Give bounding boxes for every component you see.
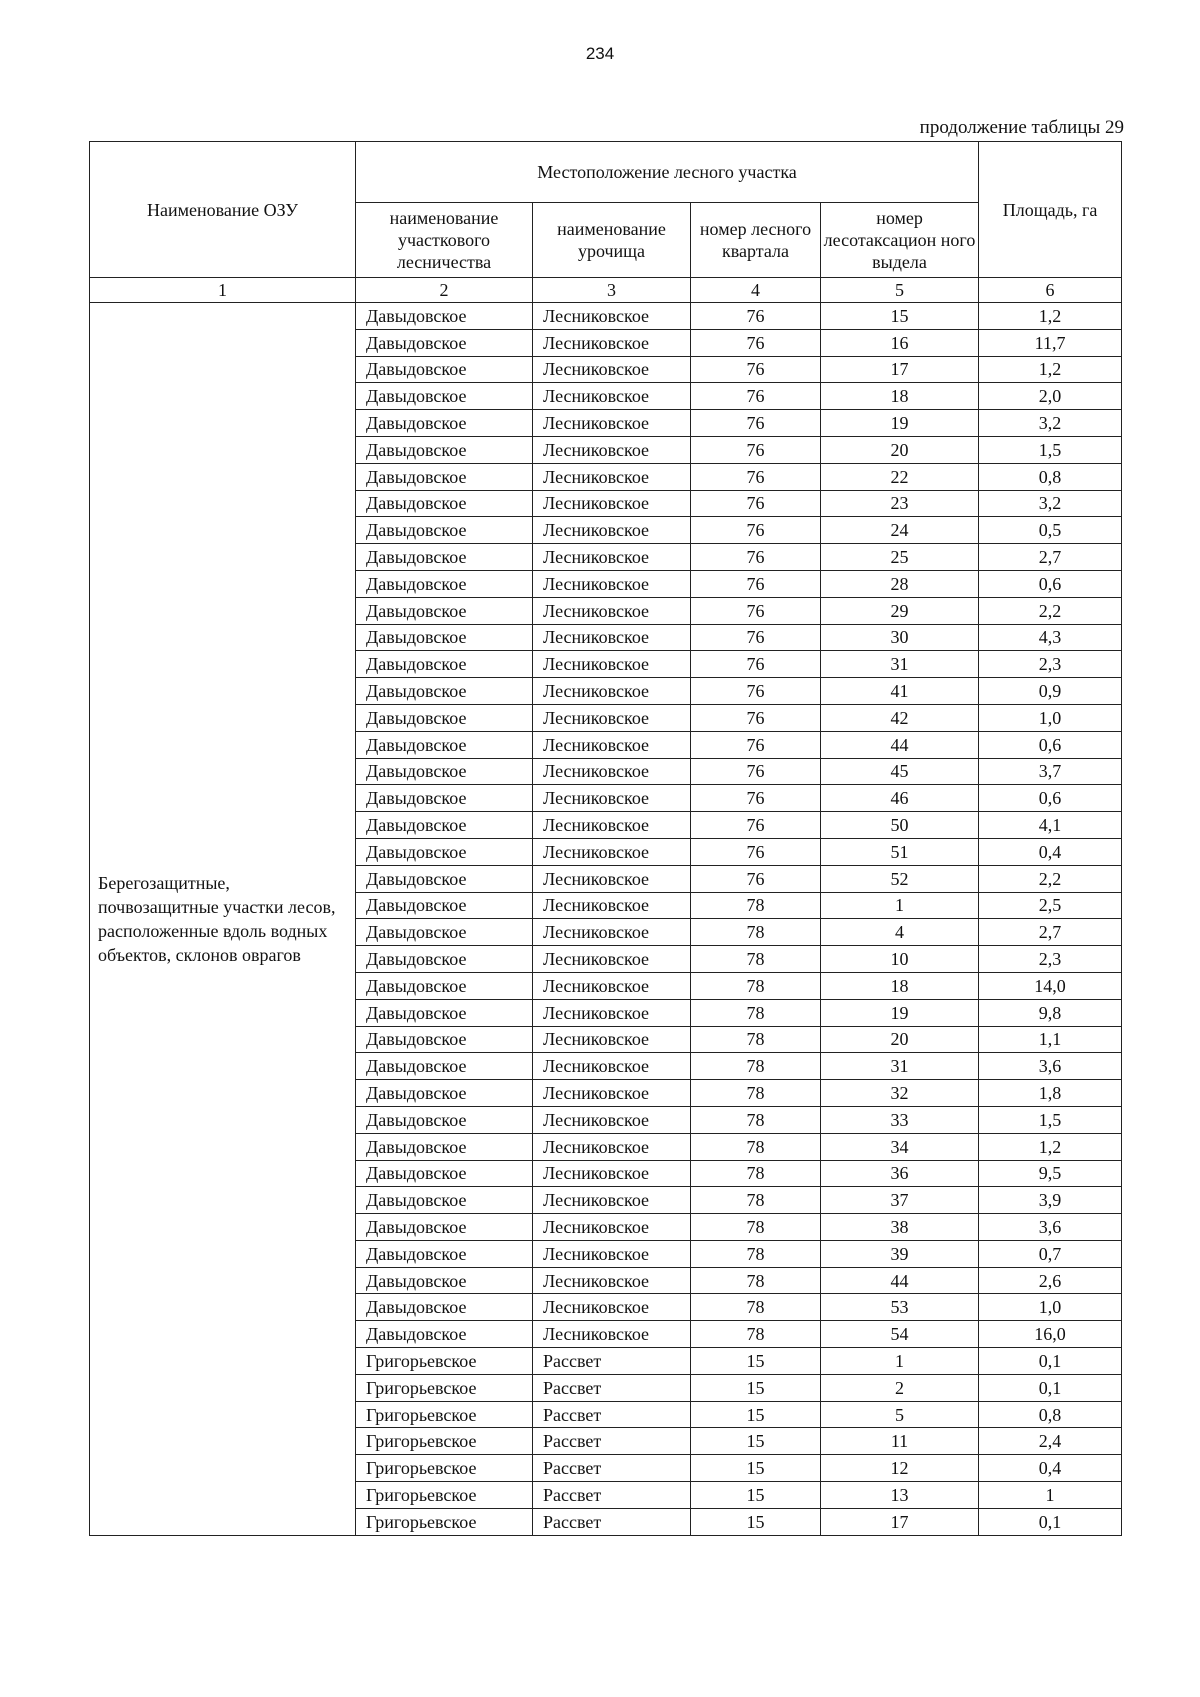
area-cell: 3,6 xyxy=(979,1053,1122,1080)
area-cell: 9,8 xyxy=(979,999,1122,1026)
column-number: 1 xyxy=(90,278,356,303)
allotment-cell: 24 xyxy=(821,517,979,544)
tract-cell: Лесниковское xyxy=(533,946,691,973)
forestry-cell: Давыдовское xyxy=(356,463,533,490)
header-tract: наименование урочища xyxy=(533,203,691,278)
area-cell: 1 xyxy=(979,1482,1122,1509)
tract-cell: Лесниковское xyxy=(533,490,691,517)
area-cell: 0,1 xyxy=(979,1374,1122,1401)
allotment-cell: 37 xyxy=(821,1187,979,1214)
forestry-cell: Давыдовское xyxy=(356,704,533,731)
tract-cell: Лесниковское xyxy=(533,972,691,999)
area-cell: 1,5 xyxy=(979,1106,1122,1133)
tract-cell: Лесниковское xyxy=(533,1214,691,1241)
quarter-cell: 15 xyxy=(691,1374,821,1401)
tract-cell: Лесниковское xyxy=(533,303,691,330)
quarter-cell: 15 xyxy=(691,1482,821,1509)
area-cell: 9,5 xyxy=(979,1160,1122,1187)
quarter-cell: 76 xyxy=(691,490,821,517)
quarter-cell: 76 xyxy=(691,383,821,410)
tract-cell: Лесниковское xyxy=(533,785,691,812)
area-cell: 2,4 xyxy=(979,1428,1122,1455)
allotment-cell: 18 xyxy=(821,972,979,999)
forestry-cell: Давыдовское xyxy=(356,517,533,544)
allotment-cell: 53 xyxy=(821,1294,979,1321)
quarter-cell: 78 xyxy=(691,1080,821,1107)
tract-cell: Лесниковское xyxy=(533,544,691,571)
quarter-cell: 78 xyxy=(691,1187,821,1214)
tract-cell: Лесниковское xyxy=(533,329,691,356)
forestry-cell: Давыдовское xyxy=(356,838,533,865)
area-cell: 2,7 xyxy=(979,544,1122,571)
quarter-cell: 76 xyxy=(691,303,821,330)
tract-cell: Рассвет xyxy=(533,1348,691,1375)
area-cell: 1,1 xyxy=(979,1026,1122,1053)
area-cell: 16,0 xyxy=(979,1321,1122,1348)
tract-cell: Лесниковское xyxy=(533,1294,691,1321)
allotment-cell: 46 xyxy=(821,785,979,812)
quarter-cell: 76 xyxy=(691,812,821,839)
area-cell: 1,2 xyxy=(979,303,1122,330)
tract-cell: Лесниковское xyxy=(533,1267,691,1294)
forestry-cell: Давыдовское xyxy=(356,624,533,651)
tract-cell: Лесниковское xyxy=(533,517,691,544)
quarter-cell: 78 xyxy=(691,999,821,1026)
column-number-row xyxy=(90,278,1122,303)
forestry-cell: Давыдовское xyxy=(356,919,533,946)
tract-cell: Лесниковское xyxy=(533,1026,691,1053)
allotment-cell: 33 xyxy=(821,1106,979,1133)
forestry-cell: Давыдовское xyxy=(356,1294,533,1321)
area-cell: 0,5 xyxy=(979,517,1122,544)
tract-cell: Лесниковское xyxy=(533,865,691,892)
forestry-cell: Давыдовское xyxy=(356,436,533,463)
tract-cell: Рассвет xyxy=(533,1374,691,1401)
forestry-cell: Давыдовское xyxy=(356,1133,533,1160)
quarter-cell: 15 xyxy=(691,1428,821,1455)
quarter-cell: 76 xyxy=(691,597,821,624)
tract-cell: Лесниковское xyxy=(533,1053,691,1080)
allotment-cell: 20 xyxy=(821,1026,979,1053)
allotment-cell: 17 xyxy=(821,356,979,383)
forestry-cell: Давыдовское xyxy=(356,1187,533,1214)
allotment-cell: 23 xyxy=(821,490,979,517)
forestry-cell: Давыдовское xyxy=(356,1026,533,1053)
allotment-cell: 18 xyxy=(821,383,979,410)
area-cell: 0,4 xyxy=(979,838,1122,865)
quarter-cell: 76 xyxy=(691,704,821,731)
forestry-cell: Давыдовское xyxy=(356,892,533,919)
forestry-cell: Давыдовское xyxy=(356,678,533,705)
allotment-cell: 42 xyxy=(821,704,979,731)
tract-cell: Рассвет xyxy=(533,1428,691,1455)
forestry-cell: Давыдовское xyxy=(356,972,533,999)
area-cell: 0,1 xyxy=(979,1348,1122,1375)
quarter-cell: 76 xyxy=(691,731,821,758)
forestry-cell: Давыдовское xyxy=(356,999,533,1026)
forestry-cell: Давыдовское xyxy=(356,1053,533,1080)
table-continuation-caption: продолжение таблицы 29 xyxy=(919,117,1124,138)
allotment-cell: 12 xyxy=(821,1455,979,1482)
quarter-cell: 78 xyxy=(691,1106,821,1133)
forestry-cell: Давыдовское xyxy=(356,490,533,517)
header-location: Местоположение лесного участка xyxy=(356,142,979,203)
forestry-cell: Давыдовское xyxy=(356,651,533,678)
area-cell: 2,2 xyxy=(979,597,1122,624)
quarter-cell: 76 xyxy=(691,329,821,356)
area-cell: 0,1 xyxy=(979,1508,1122,1535)
area-cell: 1,5 xyxy=(979,436,1122,463)
area-cell: 0,8 xyxy=(979,463,1122,490)
allotment-cell: 1 xyxy=(821,1348,979,1375)
quarter-cell: 76 xyxy=(691,570,821,597)
tract-cell: Лесниковское xyxy=(533,356,691,383)
quarter-cell: 76 xyxy=(691,651,821,678)
area-cell: 0,6 xyxy=(979,785,1122,812)
area-cell: 1,0 xyxy=(979,704,1122,731)
tract-cell: Лесниковское xyxy=(533,1187,691,1214)
forestry-cell: Давыдовское xyxy=(356,303,533,330)
tract-cell: Лесниковское xyxy=(533,678,691,705)
quarter-cell: 78 xyxy=(691,919,821,946)
quarter-cell: 76 xyxy=(691,410,821,437)
tract-cell: Лесниковское xyxy=(533,1321,691,1348)
area-cell: 2,5 xyxy=(979,892,1122,919)
forestry-cell: Давыдовское xyxy=(356,1160,533,1187)
tract-cell: Лесниковское xyxy=(533,838,691,865)
tract-cell: Лесниковское xyxy=(533,892,691,919)
forestry-cell: Давыдовское xyxy=(356,570,533,597)
quarter-cell: 76 xyxy=(691,544,821,571)
forestry-cell: Давыдовское xyxy=(356,865,533,892)
forestry-cell: Григорьевское xyxy=(356,1374,533,1401)
area-cell: 0,8 xyxy=(979,1401,1122,1428)
forestry-cell: Давыдовское xyxy=(356,785,533,812)
allotment-cell: 44 xyxy=(821,1267,979,1294)
area-cell: 14,0 xyxy=(979,972,1122,999)
area-cell: 2,3 xyxy=(979,651,1122,678)
tract-cell: Лесниковское xyxy=(533,383,691,410)
quarter-cell: 76 xyxy=(691,436,821,463)
area-cell: 4,3 xyxy=(979,624,1122,651)
page-number: 234 xyxy=(585,44,615,63)
tract-cell: Рассвет xyxy=(533,1482,691,1509)
area-cell: 2,0 xyxy=(979,383,1122,410)
tract-cell: Рассвет xyxy=(533,1508,691,1535)
ozu-name-cell: Берегозащитные, почвозащитные участки лесов, расположенные вдоль водных объектов, склонов оврагов xyxy=(90,303,356,1536)
quarter-cell: 78 xyxy=(691,1160,821,1187)
allotment-cell: 29 xyxy=(821,597,979,624)
quarter-cell: 15 xyxy=(691,1348,821,1375)
allotment-cell: 2 xyxy=(821,1374,979,1401)
quarter-cell: 78 xyxy=(691,1026,821,1053)
area-cell: 0,6 xyxy=(979,570,1122,597)
area-cell: 4,1 xyxy=(979,812,1122,839)
allotment-cell: 32 xyxy=(821,1080,979,1107)
forest-plots-table xyxy=(89,141,1122,1536)
allotment-cell: 45 xyxy=(821,758,979,785)
area-cell: 0,9 xyxy=(979,678,1122,705)
tract-cell: Лесниковское xyxy=(533,1080,691,1107)
area-cell: 2,7 xyxy=(979,919,1122,946)
allotment-cell: 25 xyxy=(821,544,979,571)
forestry-cell: Давыдовское xyxy=(356,731,533,758)
forestry-cell: Давыдовское xyxy=(356,1080,533,1107)
tract-cell: Лесниковское xyxy=(533,1160,691,1187)
tract-cell: Лесниковское xyxy=(533,812,691,839)
allotment-cell: 41 xyxy=(821,678,979,705)
quarter-cell: 76 xyxy=(691,865,821,892)
area-cell: 2,2 xyxy=(979,865,1122,892)
quarter-cell: 78 xyxy=(691,1053,821,1080)
header-area: Площадь, га xyxy=(979,142,1122,278)
tract-cell: Лесниковское xyxy=(533,410,691,437)
tract-cell: Лесниковское xyxy=(533,919,691,946)
forestry-cell: Давыдовское xyxy=(356,758,533,785)
quarter-cell: 78 xyxy=(691,1294,821,1321)
quarter-cell: 15 xyxy=(691,1455,821,1482)
area-cell: 2,6 xyxy=(979,1267,1122,1294)
allotment-cell: 4 xyxy=(821,919,979,946)
area-cell: 1,0 xyxy=(979,1294,1122,1321)
tract-cell: Лесниковское xyxy=(533,624,691,651)
area-cell: 1,8 xyxy=(979,1080,1122,1107)
forestry-cell: Давыдовское xyxy=(356,544,533,571)
tract-cell: Рассвет xyxy=(533,1401,691,1428)
forestry-cell: Григорьевское xyxy=(356,1455,533,1482)
allotment-cell: 51 xyxy=(821,838,979,865)
tract-cell: Лесниковское xyxy=(533,597,691,624)
quarter-cell: 76 xyxy=(691,624,821,651)
allotment-cell: 1 xyxy=(821,892,979,919)
tract-cell: Лесниковское xyxy=(533,1240,691,1267)
forestry-cell: Давыдовское xyxy=(356,383,533,410)
quarter-cell: 76 xyxy=(691,517,821,544)
allotment-cell: 11 xyxy=(821,1428,979,1455)
area-cell: 3,2 xyxy=(979,490,1122,517)
forestry-cell: Давыдовское xyxy=(356,1240,533,1267)
column-number: 6 xyxy=(979,278,1122,303)
allotment-cell: 20 xyxy=(821,436,979,463)
forestry-cell: Давыдовское xyxy=(356,597,533,624)
area-cell: 3,2 xyxy=(979,410,1122,437)
forestry-cell: Давыдовское xyxy=(356,329,533,356)
allotment-cell: 10 xyxy=(821,946,979,973)
forestry-cell: Давыдовское xyxy=(356,410,533,437)
forestry-cell: Давыдовское xyxy=(356,1267,533,1294)
area-cell: 2,3 xyxy=(979,946,1122,973)
allotment-cell: 34 xyxy=(821,1133,979,1160)
tract-cell: Лесниковское xyxy=(533,651,691,678)
tract-cell: Лесниковское xyxy=(533,570,691,597)
quarter-cell: 76 xyxy=(691,785,821,812)
area-cell: 0,4 xyxy=(979,1455,1122,1482)
tract-cell: Рассвет xyxy=(533,1455,691,1482)
quarter-cell: 78 xyxy=(691,946,821,973)
allotment-cell: 31 xyxy=(821,651,979,678)
tract-cell: Лесниковское xyxy=(533,1133,691,1160)
forestry-cell: Давыдовское xyxy=(356,1321,533,1348)
area-cell: 3,7 xyxy=(979,758,1122,785)
forestry-cell: Давыдовское xyxy=(356,1106,533,1133)
quarter-cell: 76 xyxy=(691,758,821,785)
area-cell: 3,6 xyxy=(979,1214,1122,1241)
quarter-cell: 78 xyxy=(691,892,821,919)
header-forestry: наименование участкового лесничества xyxy=(356,203,533,278)
area-cell: 1,2 xyxy=(979,1133,1122,1160)
area-cell: 11,7 xyxy=(979,329,1122,356)
forestry-cell: Григорьевское xyxy=(356,1482,533,1509)
allotment-cell: 50 xyxy=(821,812,979,839)
allotment-cell: 39 xyxy=(821,1240,979,1267)
allotment-cell: 30 xyxy=(821,624,979,651)
tract-cell: Лесниковское xyxy=(533,999,691,1026)
quarter-cell: 78 xyxy=(691,1321,821,1348)
table-row xyxy=(90,303,1122,330)
quarter-cell: 78 xyxy=(691,1240,821,1267)
quarter-cell: 78 xyxy=(691,1267,821,1294)
allotment-cell: 5 xyxy=(821,1401,979,1428)
column-number: 4 xyxy=(691,278,821,303)
area-cell: 0,6 xyxy=(979,731,1122,758)
allotment-cell: 52 xyxy=(821,865,979,892)
quarter-cell: 78 xyxy=(691,1214,821,1241)
allotment-cell: 17 xyxy=(821,1508,979,1535)
column-number: 5 xyxy=(821,278,979,303)
allotment-cell: 28 xyxy=(821,570,979,597)
tract-cell: Лесниковское xyxy=(533,704,691,731)
forestry-cell: Григорьевское xyxy=(356,1348,533,1375)
allotment-cell: 44 xyxy=(821,731,979,758)
quarter-cell: 76 xyxy=(691,678,821,705)
allotment-cell: 38 xyxy=(821,1214,979,1241)
allotment-cell: 19 xyxy=(821,410,979,437)
forestry-cell: Григорьевское xyxy=(356,1428,533,1455)
allotment-cell: 19 xyxy=(821,999,979,1026)
forestry-cell: Давыдовское xyxy=(356,946,533,973)
column-number: 3 xyxy=(533,278,691,303)
tract-cell: Лесниковское xyxy=(533,731,691,758)
header-ozu: Наименование ОЗУ xyxy=(90,142,356,278)
allotment-cell: 31 xyxy=(821,1053,979,1080)
tract-cell: Лесниковское xyxy=(533,463,691,490)
quarter-cell: 15 xyxy=(691,1401,821,1428)
area-cell: 0,7 xyxy=(979,1240,1122,1267)
allotment-cell: 36 xyxy=(821,1160,979,1187)
allotment-cell: 16 xyxy=(821,329,979,356)
allotment-cell: 22 xyxy=(821,463,979,490)
allotment-cell: 54 xyxy=(821,1321,979,1348)
allotment-cell: 15 xyxy=(821,303,979,330)
forestry-cell: Григорьевское xyxy=(356,1508,533,1535)
area-cell: 1,2 xyxy=(979,356,1122,383)
area-cell: 3,9 xyxy=(979,1187,1122,1214)
quarter-cell: 78 xyxy=(691,1133,821,1160)
tract-cell: Лесниковское xyxy=(533,758,691,785)
forestry-cell: Давыдовское xyxy=(356,356,533,383)
tract-cell: Лесниковское xyxy=(533,1106,691,1133)
header-allotment: номер лесотаксацион ного выдела xyxy=(821,203,979,278)
allotment-cell: 13 xyxy=(821,1482,979,1509)
quarter-cell: 76 xyxy=(691,838,821,865)
forestry-cell: Давыдовское xyxy=(356,1214,533,1241)
quarter-cell: 78 xyxy=(691,972,821,999)
forestry-cell: Григорьевское xyxy=(356,1401,533,1428)
header-quarter: номер лесного квартала xyxy=(691,203,821,278)
quarter-cell: 15 xyxy=(691,1508,821,1535)
quarter-cell: 76 xyxy=(691,356,821,383)
column-number: 2 xyxy=(356,278,533,303)
tract-cell: Лесниковское xyxy=(533,436,691,463)
table-body xyxy=(90,303,1122,1536)
quarter-cell: 76 xyxy=(691,463,821,490)
forestry-cell: Давыдовское xyxy=(356,812,533,839)
